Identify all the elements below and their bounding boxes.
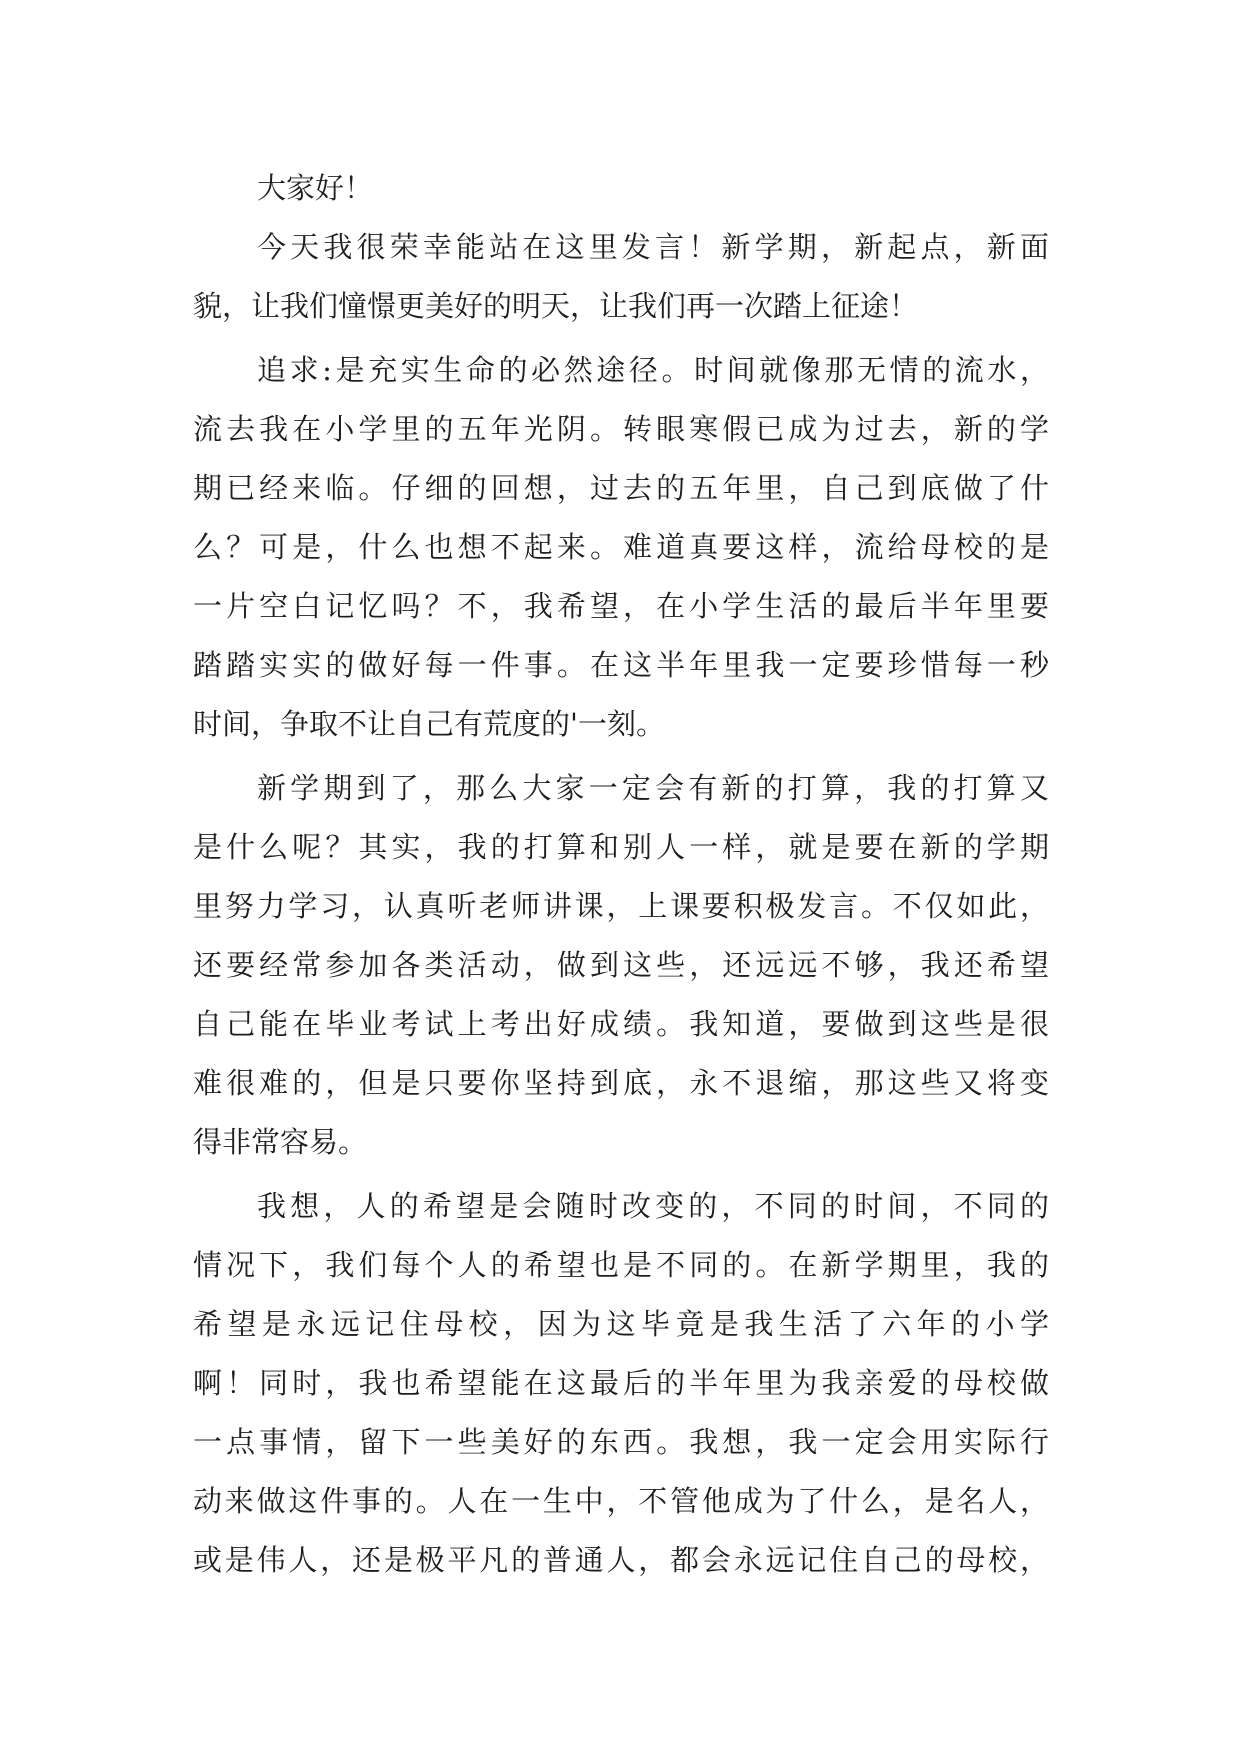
paragraph-4-line-4: 啊！同时，我也希望能在这最后的半年里为我亲爱的母校做: [193, 1366, 1049, 1400]
paragraph-2-line-2: 流去我在小学里的五年光阴。转眼寒假已成为过去，新的学: [193, 412, 1049, 446]
paragraph-1-line-2: 貌，让我们憧憬更美好的明天，让我们再一次踏上征途！: [193, 289, 919, 323]
paragraph-3-line-6: 难很难的，但是只要你坚持到底，永不退缩，那这些又将变: [193, 1066, 1049, 1100]
greeting-line: 大家好！: [257, 171, 374, 205]
paragraph-4-line-6: 动来做这件事的。人在一生中，不管他成为了什么，是名人，: [193, 1484, 1049, 1518]
paragraph-1-line-1: 今天我很荣幸能站在这里发言！新学期，新起点，新面: [257, 230, 1049, 264]
paragraph-2-line-5: 一片空白记忆吗？不，我希望，在小学生活的最后半年里要: [193, 589, 1049, 623]
paragraph-4-line-5: 一点事情，留下一些美好的东西。我想，我一定会用实际行: [193, 1425, 1049, 1459]
paragraph-3-line-1: 新学期到了，那么大家一定会有新的打算，我的打算又: [257, 771, 1049, 805]
paragraph-3-line-7: 得非常容易。: [193, 1125, 368, 1159]
paragraph-3-line-3: 里努力学习，认真听老师讲课，上课要积极发言。不仅如此，: [193, 889, 1049, 923]
paragraph-3-line-2: 是什么呢？其实，我的打算和别人一样，就是要在新的学期: [193, 830, 1049, 864]
paragraph-3-line-5: 自己能在毕业考试上考出好成绩。我知道，要做到这些是很: [193, 1007, 1049, 1041]
paragraph-4-line-7: 或是伟人，还是极平凡的普通人，都会永远记住自己的母校，: [193, 1543, 1049, 1577]
paragraph-4-line-3: 希望是永远记住母校，因为这毕竟是我生活了六年的小学: [193, 1307, 1049, 1341]
paragraph-2-line-1: 追求:是充实生命的必然途径。时间就像那无情的流水，: [257, 353, 1049, 387]
paragraph-2-line-3: 期已经来临。仔细的回想，过去的五年里，自己到底做了什: [193, 471, 1049, 505]
paragraph-2-line-7: 时间，争取不让自己有荒度的'一刻。: [193, 707, 665, 741]
paragraph-4-line-1: 我想，人的希望是会随时改变的，不同的时间，不同的: [257, 1189, 1049, 1223]
paragraph-4-line-2: 情况下，我们每个人的希望也是不同的。在新学期里，我的: [193, 1248, 1049, 1282]
paragraph-3-line-4: 还要经常参加各类活动，做到这些，还远远不够，我还希望: [193, 948, 1049, 982]
paragraph-2-line-4: 么？可是，什么也想不起来。难道真要这样，流给母校的是: [193, 530, 1049, 564]
paragraph-2-line-6: 踏踏实实的做好每一件事。在这半年里我一定要珍惜每一秒: [193, 648, 1049, 682]
